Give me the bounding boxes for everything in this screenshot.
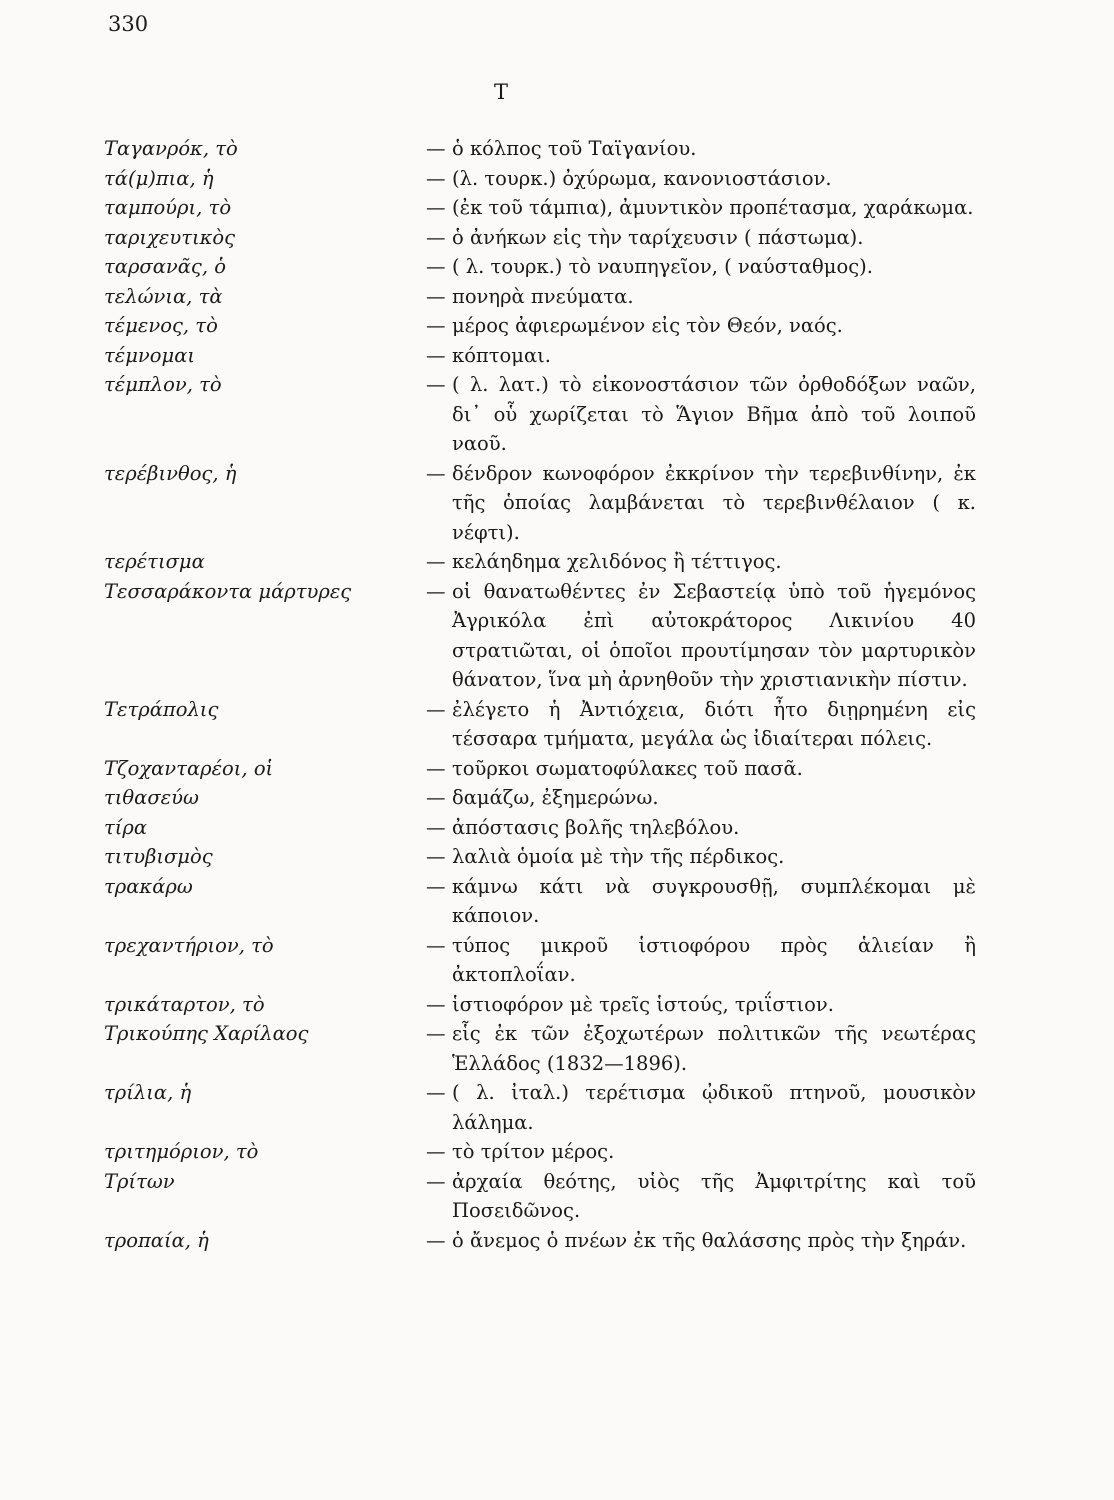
- em-dash: —: [426, 845, 446, 868]
- entry-definition: [426, 193, 976, 223]
- entry-headword: ταμπούρι, τὸ: [104, 196, 232, 219]
- dictionary-entry: [104, 1137, 976, 1167]
- dictionary-entry: [104, 370, 976, 459]
- em-dash: —: [426, 815, 446, 839]
- entry-definition: [426, 1019, 976, 1078]
- em-dash: —: [426, 992, 446, 1016]
- definition-text: λαλιὰ ὁμοία μὲ τὴν τῆς πέρδικος.: [452, 845, 785, 868]
- em-dash: —: [426, 786, 446, 809]
- entry-definition: [426, 754, 976, 784]
- definition-text: οἱ θανατωθέντες ἐν Σεβαστείᾳ ὑπὸ τοῦ ἡγεμόνος Ἀγρικόλα ἐπὶ αὐτοκράτορος Λικινίου 40 στρατιῶται, οἱ ὁποῖοι προυτίμησαν τὸν μαρτυρικὸν θάνατον, ἵνα μὴ ἀρνηθοῦν τὴν χριστιανικὴν πίστιν.: [452, 579, 976, 691]
- em-dash: —: [426, 933, 446, 957]
- page-number: 330: [108, 12, 149, 36]
- entry-definition: [426, 370, 976, 459]
- definition-text: ἱστιοφόρον μὲ τρεῖς ἱστούς, τριΐστιον.: [452, 992, 834, 1016]
- definition-text: (λ. τουρκ.) ὀχύρωμα, κανονιοστάσιον.: [452, 166, 832, 190]
- entry-headword: τριτημόριον, τὸ: [104, 1140, 259, 1163]
- em-dash: —: [426, 1081, 446, 1104]
- definition-text: εἷς ἐκ τῶν ἐξοχωτέρων πολιτικῶν τῆς νεωτέρας Ἑλλάδος (1832—1896).: [452, 1022, 976, 1075]
- entry-definition: [426, 459, 976, 548]
- entry-definition: [426, 872, 976, 931]
- definition-text: ἀπόστασις βολῆς τηλεβόλου.: [452, 815, 740, 839]
- entry-headword: τροπαία, ἡ: [104, 1228, 209, 1252]
- definition-text: ( λ. τουρκ.) τὸ ναυπηγεῖον, ( ναύσταθμος).: [452, 255, 873, 278]
- dictionary-entry: [104, 1167, 976, 1226]
- dictionary-entry: [104, 813, 976, 843]
- dictionary-entry: [104, 842, 976, 872]
- dictionary-entry: [104, 1226, 976, 1256]
- dictionary-entry: [104, 990, 976, 1020]
- dictionary-entry: [104, 459, 976, 548]
- dictionary-entry: [104, 931, 976, 990]
- entry-headword: Ταγανρόκ, τὸ: [104, 137, 238, 160]
- dictionary-entry: [104, 695, 976, 754]
- dictionary-entry: [104, 164, 976, 194]
- em-dash: —: [426, 1169, 446, 1193]
- definition-text: ὁ ἄνεμος ὁ πνέων ἐκ τῆς θαλάσσης πρὸς τὴν ξηράν.: [452, 1228, 967, 1252]
- entry-headword: τιθασεύω: [104, 786, 199, 809]
- em-dash: —: [426, 166, 446, 190]
- em-dash: —: [426, 373, 446, 396]
- dictionary-entry: [104, 577, 976, 695]
- em-dash: —: [426, 343, 446, 367]
- definition-text: ἐλέγετο ἡ Ἀντιόχεια, διότι ἦτο διῃρημένη εἰς τέσσαρα τμήματα, μεγάλα ὡς ἰδιαίτεραι πόλεις.: [452, 697, 976, 750]
- entry-headword: τιτυβισμὸς: [104, 845, 213, 868]
- entry-headword: τέμπλον, τὸ: [104, 373, 222, 396]
- dictionary-entry: [104, 223, 976, 253]
- definition-text: κελάηδημα χελιδόνος ἢ τέττιγος.: [452, 550, 782, 573]
- definition-text: μέρος ἀφιερωμένον εἰς τὸν Θεόν, ναός.: [452, 314, 843, 337]
- em-dash: —: [426, 284, 446, 308]
- dictionary-entry: [104, 1019, 976, 1078]
- definition-text: τύπος μικροῦ ἱστιοφόρου πρὸς ἁλιείαν ἢ ἀκτοπλοΐαν.: [452, 933, 976, 986]
- definition-text: ( λ. λατ.) τὸ εἰκονοστάσιον τῶν ὀρθοδόξων ναῶν, δι᾽ οὗ χωρίζεται τὸ Ἅγιον Βῆμα ἀπὸ τοῦ λοιποῦ ναοῦ.: [452, 373, 976, 455]
- definition-text: δένδρον κωνοφόρον ἐκκρίνον τὴν τερεβινθίνην, ἐκ τῆς ὁποίας λαμβάνεται τὸ τερεβινθέλαιον ( κ. νέφτι).: [452, 461, 976, 544]
- definition-text: κόπτομαι.: [452, 343, 551, 367]
- dictionary-entry: [104, 341, 976, 371]
- em-dash: —: [426, 874, 446, 898]
- em-dash: —: [426, 1228, 446, 1252]
- entry-definition: [426, 134, 976, 164]
- dictionary-entry: [104, 252, 976, 282]
- em-dash: —: [426, 461, 446, 485]
- entry-definition: [426, 577, 976, 695]
- entry-definition: [426, 842, 976, 872]
- entry-headword: τά(μ)πια, ἡ: [104, 166, 214, 190]
- dictionary-entry: [104, 134, 976, 164]
- em-dash: —: [426, 255, 446, 278]
- definition-text: κάμνω κάτι νὰ συγκρουσθῇ, συμπλέκομαι μὲ κάποιον.: [452, 874, 976, 927]
- dictionary-entries: [104, 134, 976, 1255]
- em-dash: —: [426, 225, 446, 249]
- section-letter: Τ: [494, 80, 509, 104]
- entry-definition: [426, 311, 976, 341]
- entry-definition: [426, 1226, 976, 1256]
- entry-definition: [426, 1137, 976, 1167]
- em-dash: —: [426, 579, 446, 603]
- entry-headword: τρακάρω: [104, 874, 193, 898]
- definition-text: τὸ τρίτον μέρος.: [452, 1140, 615, 1163]
- dictionary-entry: [104, 311, 976, 341]
- entry-definition: [426, 1167, 976, 1226]
- definition-text: ἀρχαία θεότης, υἱὸς τῆς Ἀμφιτρίτης καὶ τοῦ Ποσειδῶνος.: [452, 1169, 976, 1222]
- definition-text: ὁ κόλπος τοῦ Ταϊγανίου.: [452, 137, 697, 160]
- dictionary-entry: [104, 547, 976, 577]
- entry-headword: τερέτισμα: [104, 550, 205, 573]
- dictionary-entry: [104, 1078, 976, 1137]
- entry-definition: [426, 990, 976, 1020]
- entry-definition: [426, 695, 976, 754]
- definition-text: δαμάζω, ἐξημερώνω.: [452, 786, 659, 809]
- entry-definition: [426, 1078, 976, 1137]
- dictionary-entry: [104, 193, 976, 223]
- em-dash: —: [426, 196, 446, 219]
- entry-definition: [426, 547, 976, 577]
- entry-definition: [426, 223, 976, 253]
- entry-headword: Τετράπολις: [104, 697, 219, 721]
- dictionary-entry: [104, 783, 976, 813]
- definition-text: πονηρὰ πνεύματα.: [452, 284, 634, 308]
- entry-headword: τερέβινθος, ἡ: [104, 461, 237, 485]
- entry-headword: Τρίτων: [104, 1169, 175, 1193]
- definition-text: ( λ. ἰταλ.) τερέτισμα ᾠδικοῦ πτηνοῦ, μουσικὸν λάλημα.: [452, 1081, 976, 1134]
- entry-headword: τρεχαντήριον, τὸ: [104, 933, 274, 957]
- em-dash: —: [426, 1140, 446, 1163]
- entry-headword: ταριχευτικὸς: [104, 225, 236, 249]
- entry-headword: τελώνια, τὰ: [104, 284, 223, 308]
- entry-headword: ταρσανᾶς, ὁ: [104, 255, 226, 278]
- em-dash: —: [426, 550, 446, 573]
- dictionary-entry: [104, 282, 976, 312]
- definition-text: (ἐκ τοῦ τάμπια), ἀμυντικὸν προπέτασμα, χαράκωμα.: [452, 196, 974, 219]
- entry-definition: [426, 931, 976, 990]
- em-dash: —: [426, 314, 446, 337]
- entry-headword: τίρα: [104, 815, 148, 839]
- em-dash: —: [426, 1022, 446, 1045]
- entry-headword: Τζοχανταρέοι, οἱ: [104, 756, 274, 780]
- entry-definition: [426, 813, 976, 843]
- entry-headword: τέμενος, τὸ: [104, 314, 218, 337]
- em-dash: —: [426, 137, 446, 160]
- entry-headword: Τρικούπης Χαρίλαος: [104, 1022, 309, 1045]
- entry-definition: [426, 164, 976, 194]
- entry-headword: τρίλια, ἡ: [104, 1081, 192, 1104]
- definition-text: τοῦρκοι σωματοφύλακες τοῦ πασᾶ.: [452, 756, 803, 780]
- em-dash: —: [426, 697, 446, 721]
- dictionary-entry: [104, 754, 976, 784]
- dictionary-entry: [104, 872, 976, 931]
- entry-headword: Τεσσαράκοντα μάρτυρες: [104, 579, 352, 603]
- entry-definition: [426, 282, 976, 312]
- definition-text: ὁ ἀνήκων εἰς τὴν ταρίχευσιν ( πάστωμα).: [452, 225, 864, 249]
- entry-headword: τέμνομαι: [104, 343, 196, 367]
- entry-definition: [426, 783, 976, 813]
- entry-definition: [426, 341, 976, 371]
- entry-headword: τρικάταρτον, τὸ: [104, 992, 265, 1016]
- em-dash: —: [426, 756, 446, 780]
- entry-definition: [426, 252, 976, 282]
